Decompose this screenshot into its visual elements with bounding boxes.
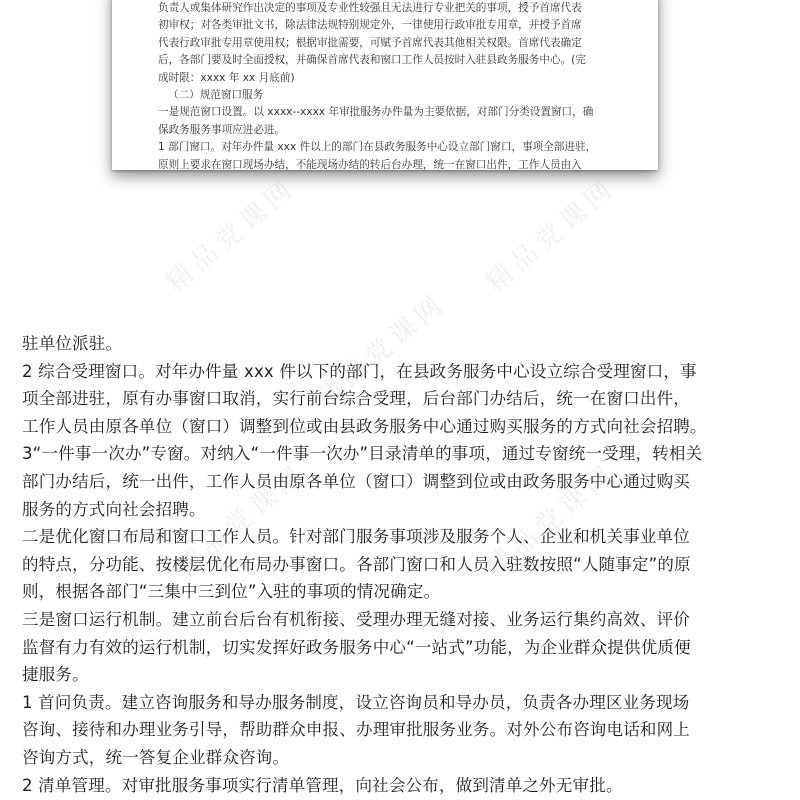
body-line: 驻单位派驻。	[22, 334, 123, 353]
watermark: 精品党课网	[480, 172, 623, 299]
body-line: 捷服务。	[22, 665, 89, 685]
body-line: 咨询方式，统一答复企业群众咨询。	[22, 747, 290, 767]
watermark: 精品党课网	[170, 457, 313, 584]
preview-line: 初审权；对各类审批文书，除法律法规特别规定外，一律使用行政审批专用章，并授予首席	[158, 19, 582, 32]
document-preview-card	[112, 0, 658, 170]
preview-line: 原则上要求在窗口现场办结，不能现场办结的转后台办理，统一在窗口出件，工作人员由入	[158, 158, 582, 170]
body-line: 部门办结后，统一出件，工作人员由原各单位（窗口）调整到位或由政务服务中心通过购买	[22, 471, 690, 491]
body-line: 服务的方式向社会招聘。	[22, 499, 206, 519]
preview-line: 后，各部门要及时全面授权，并确保首席代表和窗口工作人员按时入驻县政务服务中心。(完	[158, 54, 586, 67]
body-line: 二是优化窗口布局和窗口工作人员。针对部门服务事项涉及服务个人、企业和机关事业单位	[22, 527, 690, 547]
body-line: 项全部进驻，原有办事窗口取消，实行前台综合受理，后台部门办结后，统一在窗口出件，	[22, 389, 690, 409]
body-line: 监督有力有效的运行机制，切实发挥好政务服务中心“一站式”功能，为企业群众提供优质便	[22, 637, 691, 657]
watermark: 精品党课网	[310, 287, 453, 414]
body-line: 三是窗口运行机制。建立前台后台有机衔接、受理办理无缝对接、业务运行集约高效、评价	[22, 609, 690, 629]
watermark: 精品党课网	[160, 172, 303, 299]
preview-line: 一是规范窗口设置。以 xxxx--xxxx 年审批服务办件量为主要依据，对部门分类设置窗口，确	[158, 106, 594, 119]
body-line: 咨询、接待和办理业务引导，帮助群众申报、办理审批服务业务。对外公布咨询电话和网上	[22, 720, 690, 740]
preview-line: 成时限：xxxx 年 xx 月底前)	[158, 71, 295, 84]
body-line: 3“一件事一次办”专窗。对纳入“一件事一次办”目录清单的事项，通过专窗统一受理，转相关	[22, 444, 703, 464]
watermark: 精品党课网	[480, 457, 623, 584]
body-line: 的特点，分功能、按楼层优化布局办事窗口。各部门窗口和人员入驻数按照“人随事定”的原	[22, 554, 691, 574]
body-line: 则，根据各部门“三集中三到位”入驻的事项的情况确定。	[22, 582, 441, 602]
preview-section-heading: （二）规范窗口服务	[168, 89, 264, 102]
body-line: 工作人员由原各单位（窗口）调整到位或由县政务服务中心通过购买服务的方式向社会招聘。	[22, 416, 707, 436]
preview-line: 保政务服务事项应进必进。	[158, 123, 286, 136]
document-body	[22, 330, 782, 799]
preview-area	[0, 0, 800, 300]
preview-line: 负责人或集体研究作出决定的事项及专业性较强且无法进行专业把关的事项，授予首席代表	[158, 2, 582, 14]
body-line: 2 综合受理窗口。对年办件量 xxx 件以下的部门，在县政务服务中心设立综合受理窗口，事	[22, 361, 697, 381]
preview-line: 代表行政审批专用章使用权；根据审批需要，可赋予首席代表其他相关权限。首席代表确定	[158, 36, 582, 49]
body-line: 2 清单管理。对审批服务事项实行清单管理，向社会公布，做到清单之外无审批。	[22, 775, 623, 795]
preview-line: 1 部门窗口。对年办件量 xxx 件以上的部门在县政务服务中心设立部门窗口，事项全部进驻，	[158, 141, 597, 154]
document-preview-content	[112, 0, 658, 170]
body-line: 1 首问负责。建立咨询服务和导办服务制度，设立咨询员和导办员，负责各办理区业务现场	[22, 692, 690, 712]
